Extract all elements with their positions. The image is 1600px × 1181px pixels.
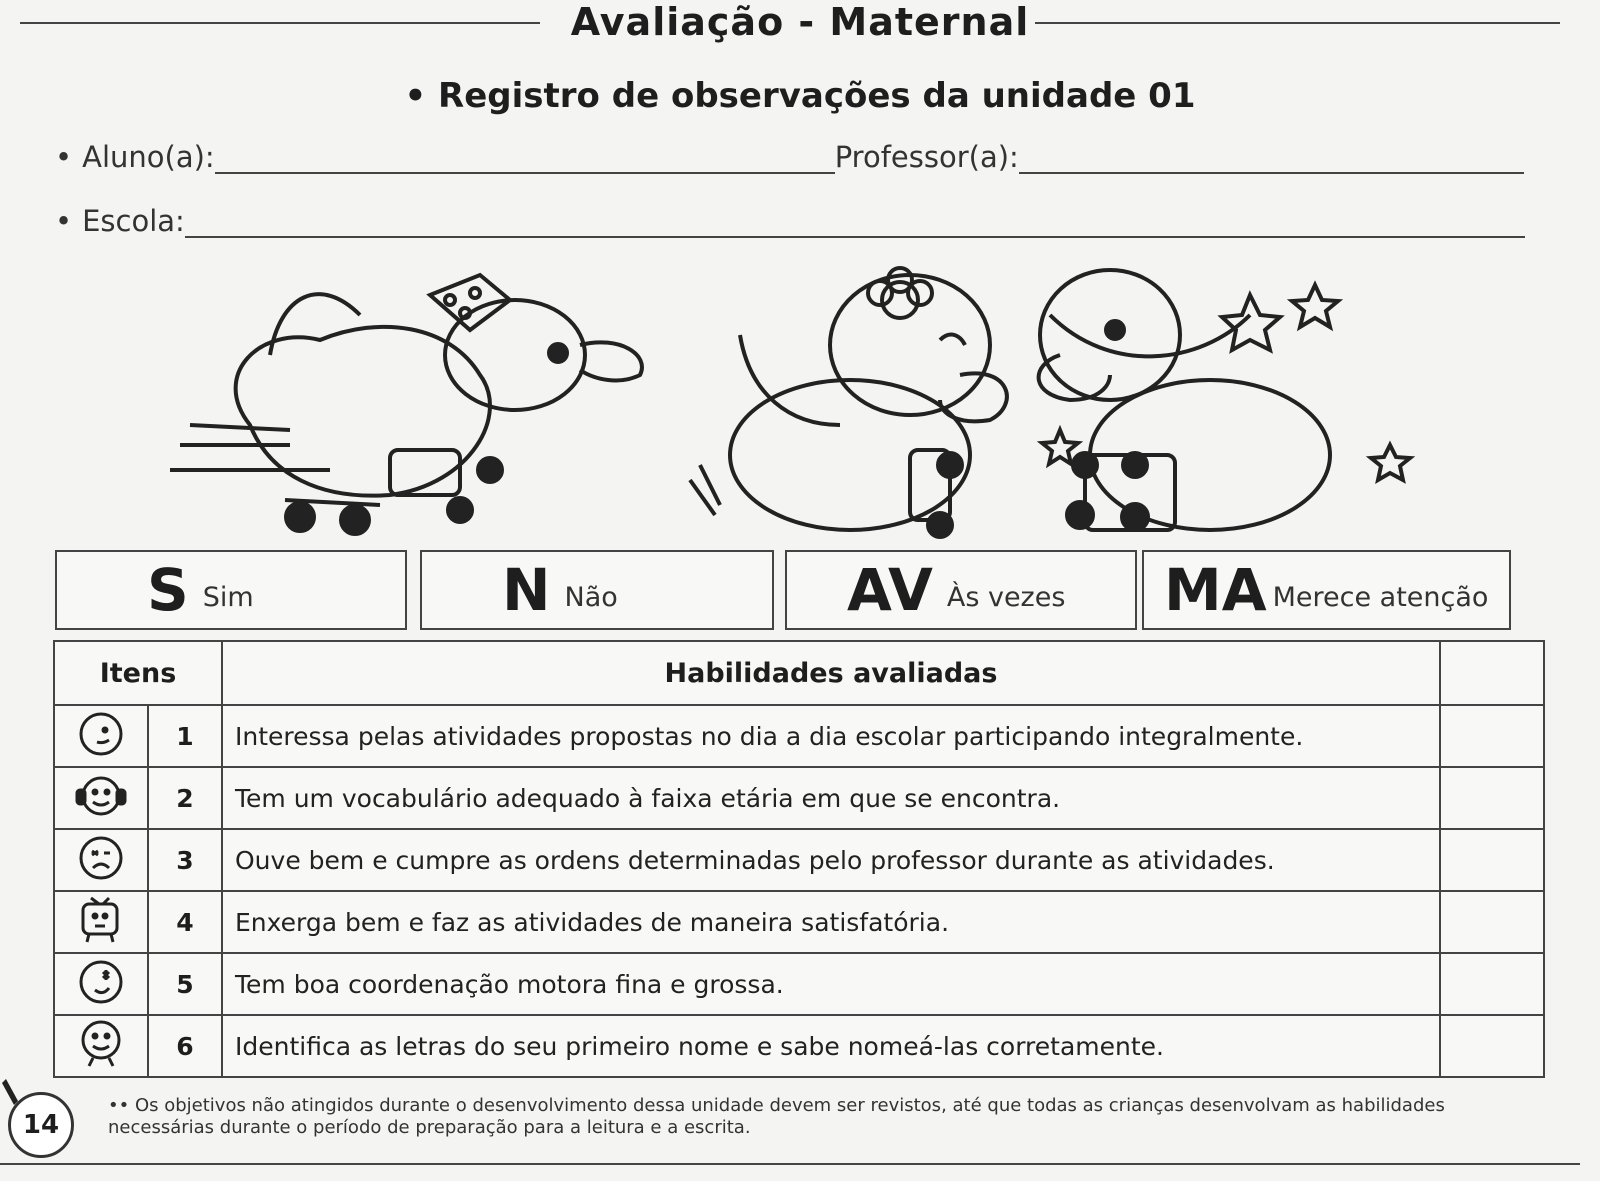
row-mark-cell[interactable] [1440,829,1544,891]
row-icon-cell [54,829,148,891]
mark-header [1440,641,1544,705]
duck-stars-illustration [1039,270,1410,530]
row-number: 3 [148,829,222,891]
ducks-illustration [150,255,1450,555]
school-row [55,204,1525,238]
bullet-icon: • [55,204,73,238]
items-header: Itens [54,641,222,705]
duck-skating-left-illustration [170,275,642,534]
row-icon-cell [54,1015,148,1077]
bottom-rule [0,1163,1580,1165]
table-row [54,891,1544,953]
face-wink-icon [77,958,125,1006]
row-skill-text: Ouve bem e cumpre as ordens determinadas pelo professor durante as atividades. [222,829,1440,891]
school-label: Escola: [82,204,185,238]
legend-code: N [502,556,551,624]
skills-header: Habilidades avaliadas [222,641,1440,705]
legend-sim [55,550,407,630]
legend-text: Não [564,581,618,613]
row-number: 6 [148,1015,222,1077]
row-skill-text: Interessa pelas atividades propostas no dia a dia escolar participando integralmente. [222,705,1440,767]
row-mark-cell[interactable] [1440,953,1544,1015]
row-skill-text: Tem um vocabulário adequado à faixa etária em que se encontra. [222,767,1440,829]
row-number: 4 [148,891,222,953]
legend-as-vezes [785,550,1137,630]
legend-text: Sim [202,581,254,613]
row-mark-cell[interactable] [1440,1015,1544,1077]
duck-flower-illustration [690,268,1007,537]
student-field[interactable] [215,142,835,174]
legend-text: Merece atenção [1272,581,1489,613]
face-headphones-icon [73,772,129,820]
teacher-field[interactable] [1019,142,1524,174]
table-header-row [54,641,1544,705]
student-label: Aluno(a): [82,140,215,174]
legend-code: MA [1164,556,1267,624]
row-number: 1 [148,705,222,767]
face-thinking-icon [77,710,125,758]
face-frown-icon [77,834,125,882]
face-smile-icon [75,1018,127,1070]
school-field[interactable] [185,206,1525,238]
legend-nao [420,550,774,630]
page-number: 14 [8,1092,74,1158]
row-number: 2 [148,767,222,829]
row-icon-cell [54,767,148,829]
teacher-label: Professor(a): [834,140,1019,174]
table-row [54,1015,1544,1077]
bullet-icon: • [55,140,73,174]
legend-code: AV [847,556,933,624]
legend-code: S [147,556,189,624]
student-teacher-row [55,140,1524,174]
legend-text: Às vezes [946,581,1066,613]
table-row [54,829,1544,891]
row-icon-cell [54,705,148,767]
row-mark-cell[interactable] [1440,705,1544,767]
row-skill-text: Enxerga bem e faz as atividades de maneira satisfatória. [222,891,1440,953]
row-mark-cell[interactable] [1440,891,1544,953]
row-number: 5 [148,953,222,1015]
table-row [54,705,1544,767]
table-row [54,767,1544,829]
footer-note: •• Os objetivos não atingidos durante o desenvolvimento dessa unidade devem ser revistos, até que todas as crianças desenvolvam as habilidades necessárias durante o período de preparação para a leitura e a escrita. [108,1095,1445,1138]
row-skill-text: Tem boa coordenação motora fina e grossa. [222,953,1440,1015]
legend-merece-atencao [1142,550,1511,630]
table-row [54,953,1544,1015]
row-icon-cell [54,953,148,1015]
row-icon-cell [54,891,148,953]
skills-table [53,640,1545,1078]
row-mark-cell[interactable] [1440,767,1544,829]
face-tv-icon [75,894,127,946]
row-skill-text: Identifica as letras do seu primeiro nome e sabe nomeá-las corretamente. [222,1015,1440,1077]
page-title: Avaliação - Maternal [570,0,1030,44]
title-row [0,0,1600,50]
page-subtitle: • Registro de observações da unidade 01 [404,76,1196,116]
